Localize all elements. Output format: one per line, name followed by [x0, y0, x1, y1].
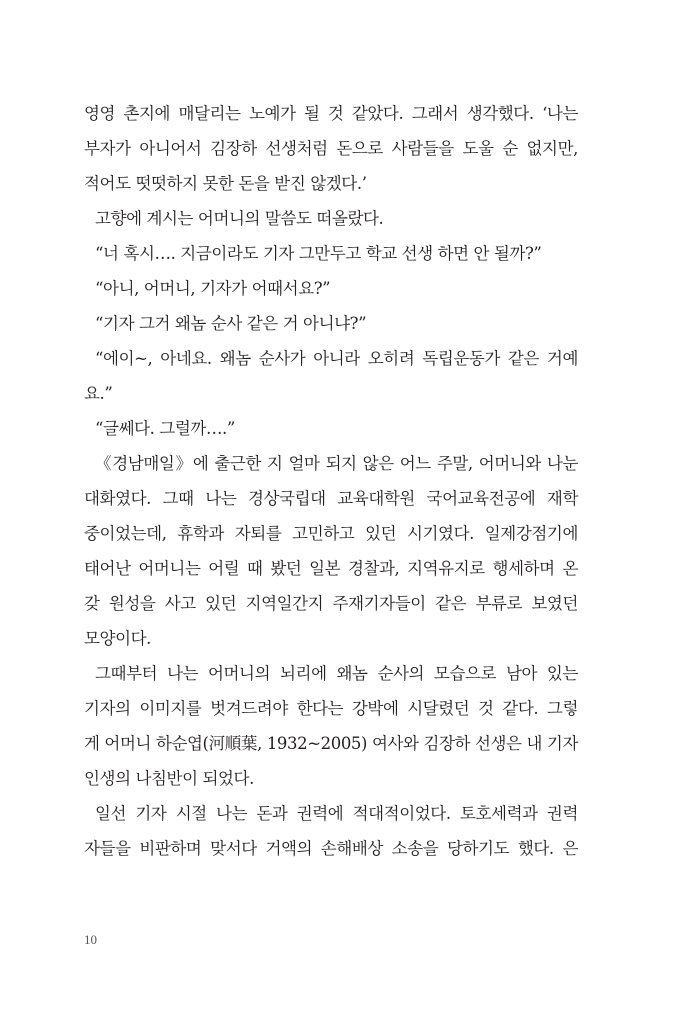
text-line: 고향에 계시는 어머니의 말씀도 떠올랐다. — [95, 209, 384, 228]
text-line: 갖 원성을 사고 있던 지역일간지 주재기자들이 같은 부류로 보였던 — [84, 594, 578, 613]
text-line: 모양이다. — [84, 629, 152, 648]
text-line: 적어도 떳떳하지 못한 돈을 받진 않겠다.’ — [84, 174, 367, 193]
text-line: 그때부터 나는 어머니의 뇌리에 왜놈 순사의 모습으로 남아 있는 — [95, 664, 578, 683]
dialogue-line: “너 혹시…. 지금이라도 기자 그만두고 학교 선생 하면 안 될까?” — [95, 244, 542, 263]
text-line: 태어난 어머니는 어릴 때 봤던 일본 경찰과, 지역유지로 행세하며 온 — [84, 559, 578, 578]
dialogue-line: “글쎄다. 그럴까….” — [95, 419, 235, 438]
text-line: 기자의 이미지를 벗겨드려야 한다는 강박에 시달렸던 것 같다. 그렇 — [84, 699, 578, 718]
text-line: 인생의 나침반이 되었다. — [84, 769, 254, 788]
text-line: 중이었는데, 휴학과 자퇴를 고민하고 있던 시기였다. 일제강점기에 — [84, 524, 578, 543]
text-line: 부자가 아니어서 김장하 선생처럼 돈으로 사람들을 도울 순 없지만, — [84, 139, 578, 158]
page-number: 10 — [84, 932, 97, 947]
text-line: 영영 촌지에 매달리는 노예가 될 것 같았다. 그래서 생각했다. ‘나는 — [84, 104, 578, 123]
text-line: 일선 기자 시절 나는 돈과 권력에 적대적이었다. 토호세력과 권력 — [95, 804, 578, 823]
dialogue-line: “기자 그거 왜놈 순사 같은 거 아니냐?” — [95, 314, 367, 333]
dialogue-line: “아니, 어머니, 기자가 어때서요?” — [95, 279, 331, 298]
text-line: 《경남매일》에 출근한 지 얼마 되지 않은 어느 주말, 어머니와 나눈 — [95, 454, 578, 473]
text-line: 자들을 비판하며 맞서다 거액의 손해배상 소송을 당하기도 했다. 은 — [84, 839, 578, 858]
text-line: 대화였다. 그때 나는 경상국립대 교육대학원 국어교육전공에 재학 — [84, 489, 578, 508]
text-line: 게 어머니 하순엽(河順葉, 1932~2005) 여사와 김장하 선생은 내 기자 — [84, 734, 578, 753]
dialogue-line: 요.” — [84, 384, 113, 403]
dialogue-line: “에이~, 아네요. 왜놈 순사가 아니라 오히려 독립운동가 같은 거예 — [95, 349, 578, 368]
body-text — [84, 96, 578, 866]
